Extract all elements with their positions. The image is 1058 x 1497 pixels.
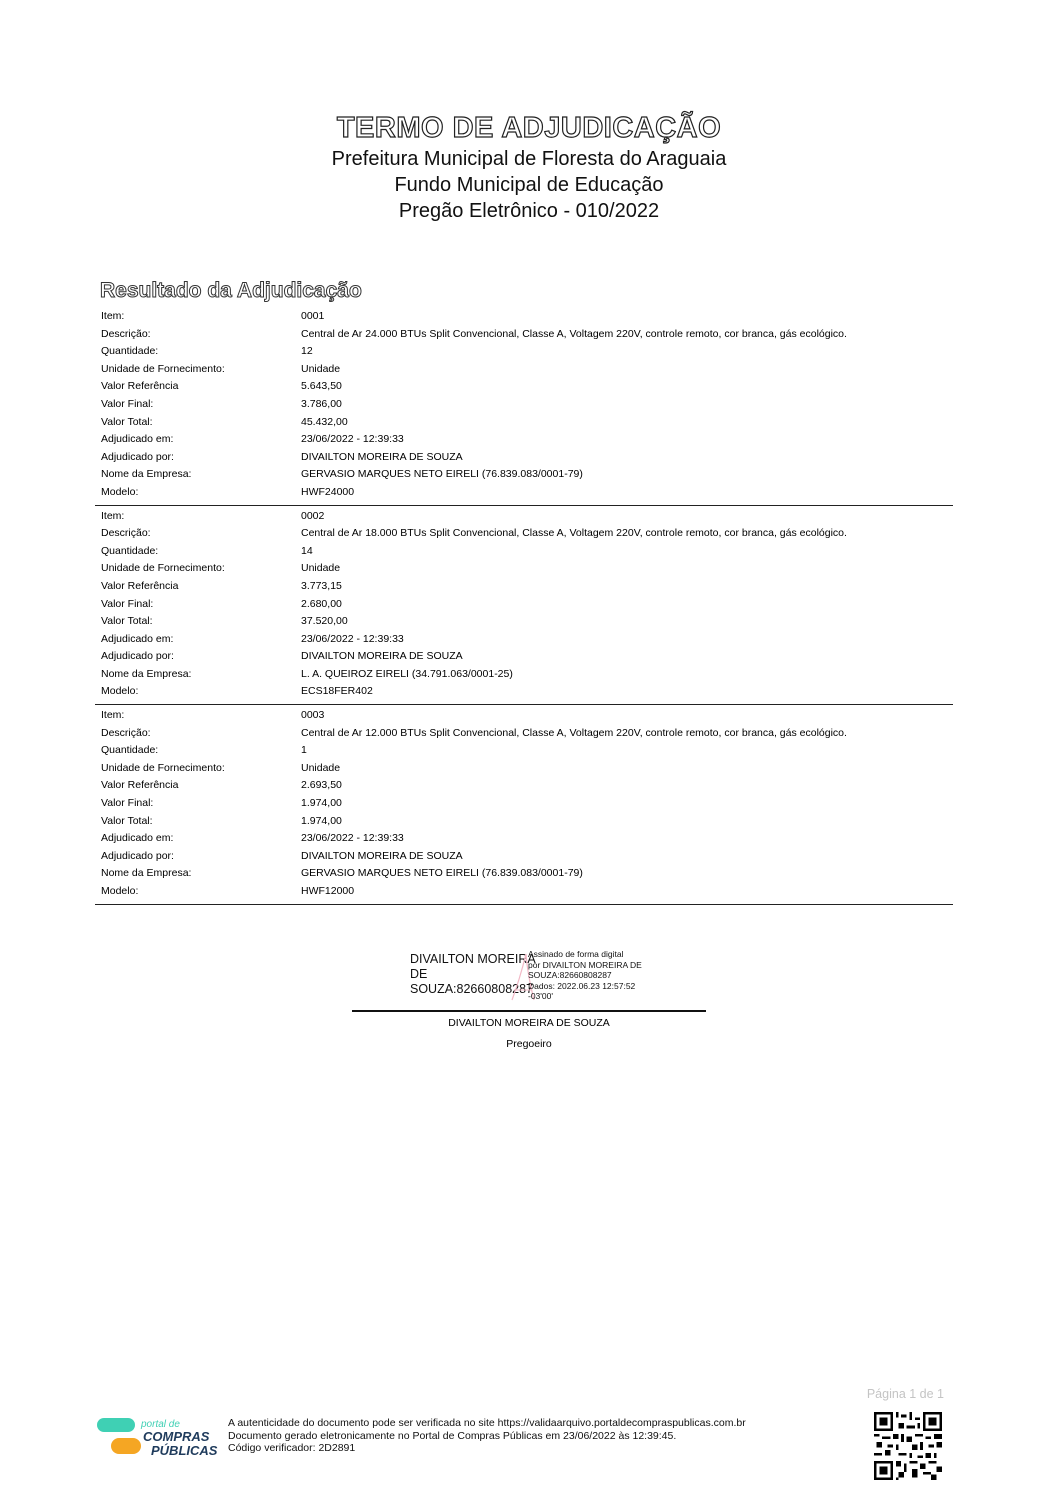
value-valor-referencia: 2.693,50 <box>301 779 342 792</box>
value-valor-total: 37.520,00 <box>301 615 348 628</box>
label-item: Item: <box>101 310 125 322</box>
row-valor-final <box>95 596 953 614</box>
label-adjudicado-em: Adjudicado em: <box>101 832 174 845</box>
label-item: Item: <box>101 709 125 722</box>
label-adjudicado-por: Adjudicado por: <box>101 450 174 463</box>
value-valor-referencia: 3.773,15 <box>301 579 342 592</box>
label-valor-final: Valor Final: <box>101 597 154 610</box>
signature-info-line3: SOUZA:82660808287 <box>528 970 612 980</box>
value-modelo: HWF12000 <box>301 885 355 897</box>
value-quantidade: 12 <box>301 345 313 358</box>
label-valor-total: Valor Total: <box>101 615 153 628</box>
signature-info <box>528 949 658 1002</box>
signature-info-line2: por DIVAILTON MOREIRA DE <box>528 959 642 970</box>
portal-compras-publicas-logo <box>97 1416 222 1458</box>
items-list <box>95 306 953 905</box>
row-valor-total <box>95 414 953 432</box>
value-item: 0002 <box>301 509 325 522</box>
value-quantidade: 1 <box>301 744 307 757</box>
label-valor-referencia: Valor Referência <box>101 779 179 792</box>
value-item: 0003 <box>301 709 325 722</box>
row-adjudicado-em <box>95 631 953 649</box>
label-adjudicado-em: Adjudicado em: <box>101 632 174 645</box>
row-unidade <box>95 361 953 379</box>
row-descricao <box>95 326 953 344</box>
label-unidade: Unidade de Fornecimento: <box>101 362 225 375</box>
label-modelo: Modelo: <box>101 685 139 698</box>
signature-line <box>352 1010 706 1012</box>
row-modelo <box>95 883 953 901</box>
footer-line3: Código verificador: 2D2891 <box>228 1442 356 1454</box>
label-nome-empresa: Nome da Empresa: <box>101 867 192 880</box>
label-modelo: Modelo: <box>101 485 139 498</box>
value-nome-empresa: L. A. QUEIROZ EIRELI (34.791.063/0001-25) <box>301 667 513 680</box>
row-descricao <box>95 525 953 543</box>
row-adjudicado-em <box>95 830 953 848</box>
label-descricao: Descrição: <box>101 327 151 340</box>
value-descricao: Central de Ar 18.000 BTUs Split Convencional, Classe A, Voltagem 220V, controle remoto, cor branca, gás ecológico. <box>301 527 847 540</box>
row-adjudicado-em <box>95 431 953 449</box>
signature-role: Pregoeiro <box>506 1038 552 1050</box>
row-adjudicado-por <box>95 848 953 866</box>
logo-text-mid: COMPRAS <box>143 1429 210 1444</box>
value-adjudicado-em: 23/06/2022 - 12:39:33 <box>301 433 404 446</box>
label-nome-empresa: Nome da Empresa: <box>101 667 192 680</box>
value-item: 0001 <box>301 310 325 322</box>
page-number: Página 1 de 1 <box>866 1387 944 1401</box>
signature-info-line1: Assinado de forma digital <box>528 949 624 959</box>
header-fundo: Fundo Municipal de Educação <box>394 174 664 196</box>
header-pregao: Pregão Eletrônico - 010/2022 <box>398 200 660 222</box>
row-quantidade <box>95 543 953 561</box>
document-title: TERMO DE ADJUDICAÇÃO <box>336 112 722 144</box>
value-nome-empresa: GERVASIO MARQUES NETO EIRELI (76.839.083/0001-79) <box>301 867 583 880</box>
signature-name-line3: SOUZA:82660808287 <box>410 982 534 996</box>
row-valor-total <box>95 813 953 831</box>
row-quantidade <box>95 742 953 760</box>
label-valor-total: Valor Total: <box>101 415 153 428</box>
header-prefeitura: Prefeitura Municipal de Floresta do Araguaia <box>331 148 727 170</box>
label-unidade: Unidade de Fornecimento: <box>101 761 225 774</box>
value-unidade: Unidade <box>301 562 341 575</box>
value-adjudicado-por: DIVAILTON MOREIRA DE SOUZA <box>301 849 463 862</box>
value-nome-empresa: GERVASIO MARQUES NETO EIRELI (76.839.083/0001-79) <box>301 468 583 481</box>
logo-text-bottom: PÚBLICAS <box>151 1443 218 1458</box>
label-descricao: Descrição: <box>101 527 151 540</box>
label-quantidade: Quantidade: <box>101 744 159 757</box>
row-adjudicado-por <box>95 648 953 666</box>
digital-signature <box>410 948 650 1008</box>
value-valor-final: 2.680,00 <box>301 597 342 610</box>
row-item <box>95 508 953 526</box>
row-valor-total <box>95 613 953 631</box>
value-modelo: HWF24000 <box>301 485 355 498</box>
label-nome-empresa: Nome da Empresa: <box>101 468 192 481</box>
row-nome-empresa <box>95 666 953 684</box>
value-adjudicado-por: DIVAILTON MOREIRA DE SOUZA <box>301 650 463 663</box>
label-valor-final: Valor Final: <box>101 797 154 810</box>
label-quantidade: Quantidade: <box>101 345 159 358</box>
row-adjudicado-por <box>95 449 953 467</box>
item-block <box>95 506 953 706</box>
logo-text-top: portal de <box>141 1419 180 1430</box>
row-valor-referencia <box>95 777 953 795</box>
signature-name-line1: DIVAILTON MOREIRA <box>410 952 536 966</box>
row-nome-empresa <box>95 865 953 883</box>
value-descricao: Central de Ar 24.000 BTUs Split Convencional, Classe A, Voltagem 220V, controle remoto, cor branca, gás ecológico. <box>301 327 847 340</box>
row-valor-final <box>95 396 953 414</box>
label-unidade: Unidade de Fornecimento: <box>101 562 225 575</box>
label-quantidade: Quantidade: <box>101 544 159 557</box>
label-valor-referencia: Valor Referência <box>101 579 179 592</box>
value-adjudicado-por: DIVAILTON MOREIRA DE SOUZA <box>301 450 463 463</box>
signature-info-line4: Dados: 2022.06.23 12:57:52 <box>528 980 636 991</box>
row-modelo <box>95 484 953 502</box>
label-adjudicado-em: Adjudicado em: <box>101 433 174 446</box>
footer-line2: Documento gerado eletronicamente no Portal de Compras Públicas em 23/06/2022 às 12:39:45. <box>228 1429 677 1442</box>
footer-line1: A autenticidade do documento pode ser verificada no site https://validaarquivo.portaldecompraspublicas.com.br <box>228 1417 746 1429</box>
row-valor-referencia <box>95 578 953 596</box>
footer-text <box>228 1417 746 1455</box>
row-unidade <box>95 560 953 578</box>
qr-code-icon <box>874 1412 942 1480</box>
value-adjudicado-em: 23/06/2022 - 12:39:33 <box>301 832 404 845</box>
value-valor-referencia: 5.643,50 <box>301 380 342 393</box>
row-valor-final <box>95 795 953 813</box>
value-valor-final: 1.974,00 <box>301 797 342 810</box>
signature-caption: DIVAILTON MOREIRA DE SOUZA <box>448 1017 610 1029</box>
row-modelo <box>95 683 953 701</box>
value-descricao: Central de Ar 12.000 BTUs Split Convencional, Classe A, Voltagem 220V, controle remoto, cor branca, gás ecológico. <box>301 726 847 739</box>
label-valor-final: Valor Final: <box>101 397 154 410</box>
value-unidade: Unidade <box>301 362 341 375</box>
section-title: Resultado da Adjudicação <box>100 279 362 302</box>
value-valor-final: 3.786,00 <box>301 397 342 410</box>
label-modelo: Modelo: <box>101 885 139 897</box>
value-quantidade: 14 <box>301 544 313 557</box>
signature-info-line5: -03'00' <box>528 991 553 1001</box>
value-valor-total: 1.974,00 <box>301 814 342 827</box>
row-valor-referencia <box>95 378 953 396</box>
value-modelo: ECS18FER402 <box>301 685 373 698</box>
label-descricao: Descrição: <box>101 726 151 739</box>
value-adjudicado-em: 23/06/2022 - 12:39:33 <box>301 632 404 645</box>
label-adjudicado-por: Adjudicado por: <box>101 849 174 862</box>
label-valor-referencia: Valor Referência <box>101 380 179 393</box>
item-block <box>95 306 953 506</box>
row-item <box>95 308 953 326</box>
value-valor-total: 45.432,00 <box>301 415 348 428</box>
signature-name-line2: DE <box>410 967 428 981</box>
row-item <box>95 707 953 725</box>
item-block <box>95 705 953 905</box>
row-unidade <box>95 760 953 778</box>
row-quantidade <box>95 343 953 361</box>
value-unidade: Unidade <box>301 761 341 774</box>
label-item: Item: <box>101 509 125 522</box>
document-header <box>0 110 1058 224</box>
row-nome-empresa <box>95 466 953 484</box>
label-valor-total: Valor Total: <box>101 814 153 827</box>
label-adjudicado-por: Adjudicado por: <box>101 650 174 663</box>
row-descricao <box>95 725 953 743</box>
